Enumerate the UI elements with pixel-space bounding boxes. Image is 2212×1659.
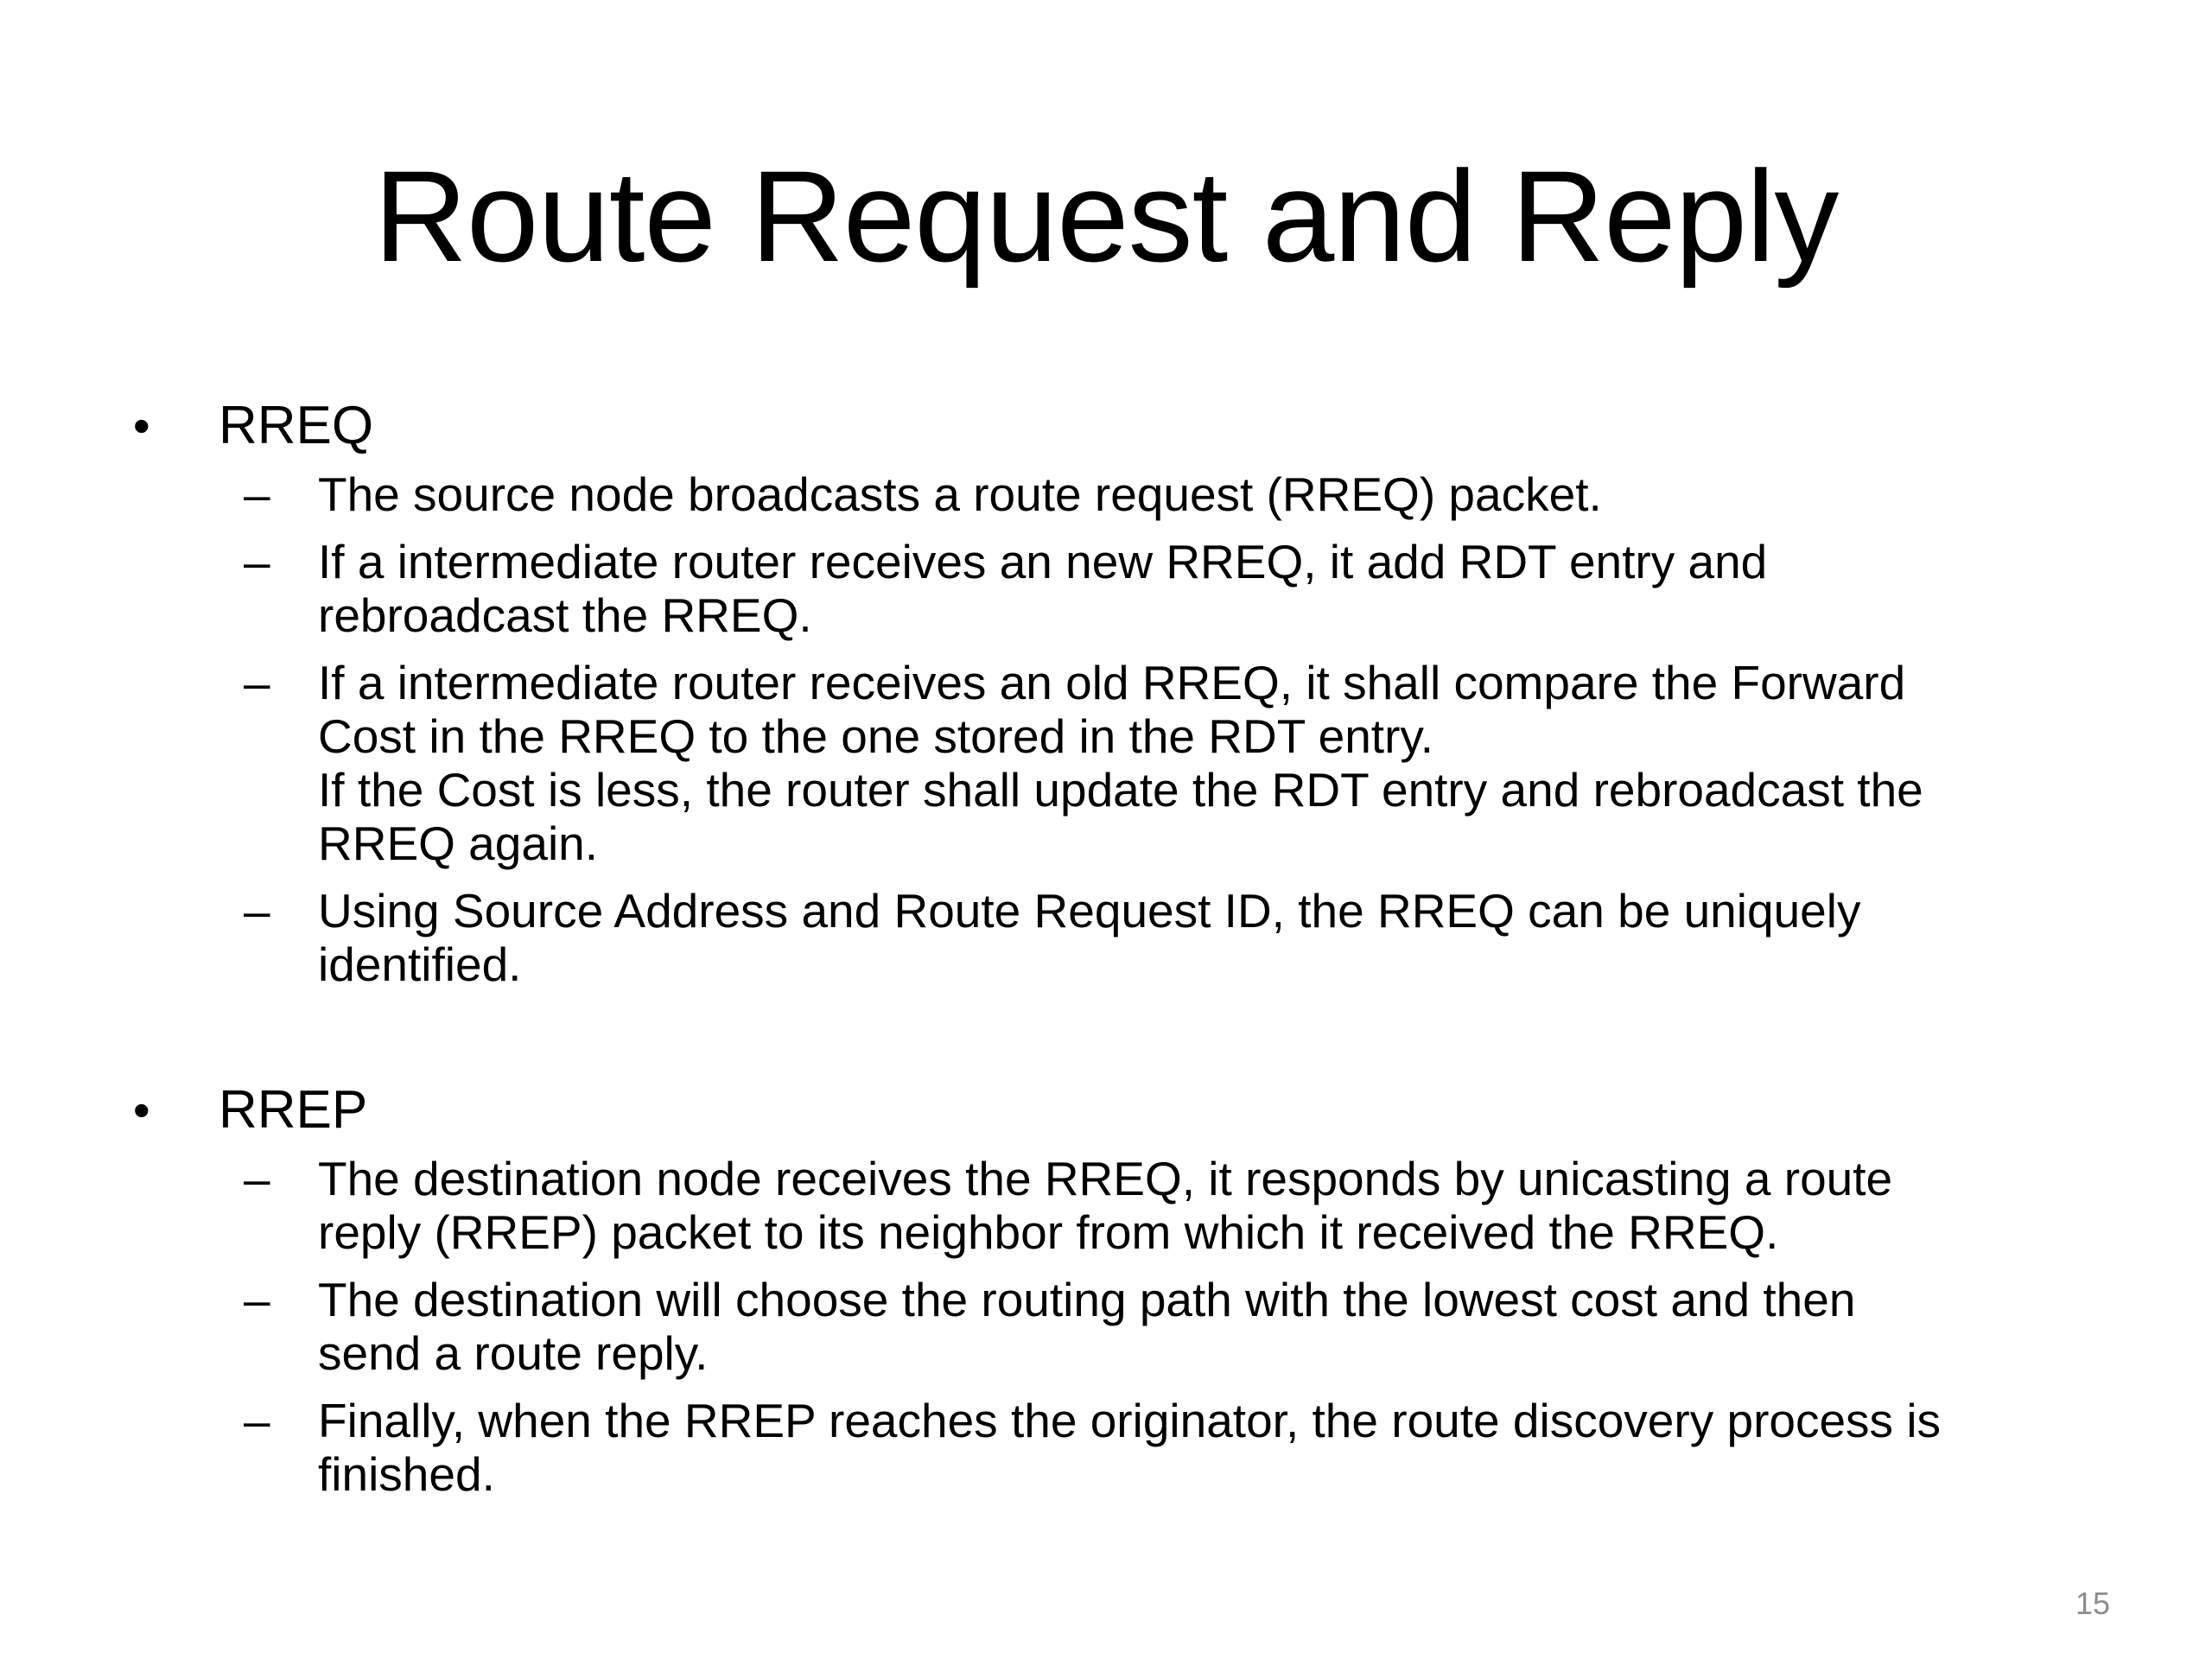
sub-bullet-list (130, 1152, 2065, 1501)
sub-bullet-text: If a intermediate router receives an old RREQ, it shall compare the Forward Cost in the RREQ to the one stored in the RDT entry. If the Cost is less, the router shall update the RDT entry and rebroadcast the RREQ again. (318, 656, 1923, 870)
bullet-section-rrep (130, 1077, 2065, 1501)
sub-bullet-item (130, 467, 2065, 521)
page-number: 15 (2075, 1586, 2110, 1621)
sub-bullet-item (130, 656, 2065, 870)
sub-bullet-text: The destination will choose the routing path with the lowest cost and then send a route reply. (318, 1273, 1856, 1380)
bullet-icon: • (133, 398, 150, 453)
sub-bullet-list (130, 467, 2065, 991)
dash-icon: – (244, 656, 270, 709)
dash-icon: – (244, 535, 270, 588)
sub-bullet-item (130, 1394, 2065, 1501)
sub-bullet-item (130, 1152, 2065, 1259)
bullet-label: RREQ (219, 396, 374, 455)
sub-bullet-text: If a intermediate router receives an new RREQ, it add RDT entry and rebroadcast the RREQ. (318, 535, 1768, 642)
sub-bullet-text: The destination node receives the RREQ, it responds by unicasting a route reply (RREP) packet to its neighbor from which it received the RREQ. (318, 1152, 1893, 1259)
sub-bullet-text: Using Source Address and Route Request ID, the RREQ can be uniquely identified. (318, 884, 1861, 991)
bullet-icon: • (133, 1083, 150, 1137)
dash-icon: – (244, 467, 270, 521)
sub-bullet-text: The source node broadcasts a route request (RREQ) packet. (318, 467, 1602, 521)
sub-bullet-item (130, 884, 2065, 991)
dash-icon: – (244, 1152, 270, 1205)
bullet-section-rreq (130, 393, 2065, 991)
sub-bullet-item (130, 1273, 2065, 1380)
slide-title: Route Request and Reply (373, 143, 1839, 289)
dash-icon: – (244, 1273, 270, 1326)
bullet-item (130, 1077, 2065, 1143)
slide-body (130, 393, 2065, 1515)
dash-icon: – (244, 1394, 270, 1447)
sub-bullet-text: Finally, when the RREP reaches the originator, the route discovery process is finished. (318, 1394, 1942, 1501)
bullet-item (130, 393, 2065, 459)
dash-icon: – (244, 884, 270, 938)
bullet-label: RREP (219, 1080, 368, 1140)
sub-bullet-item (130, 535, 2065, 642)
